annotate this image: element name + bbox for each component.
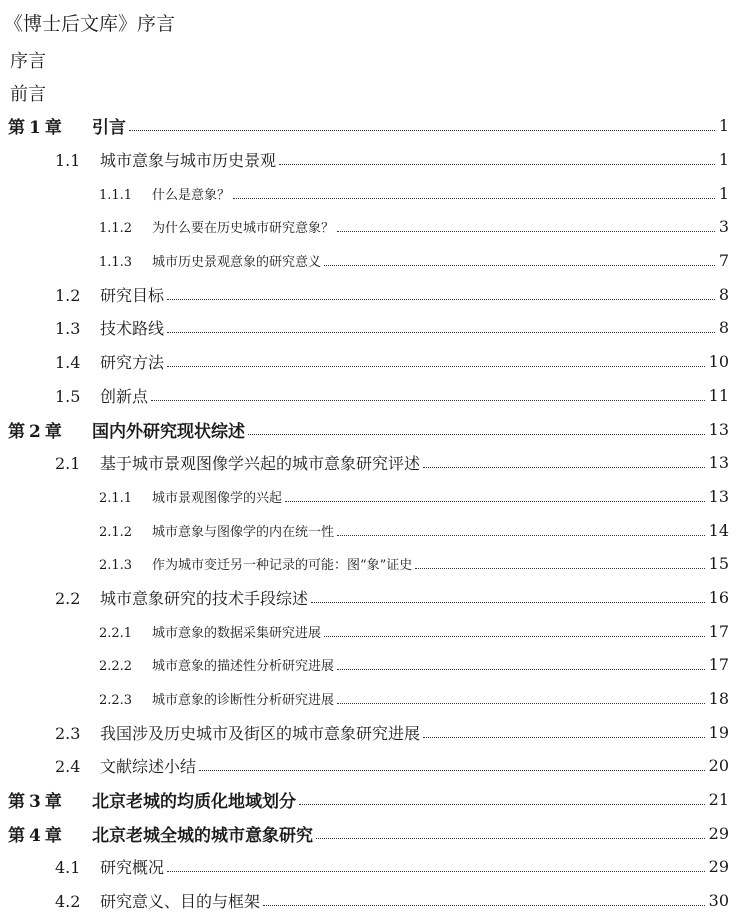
toc-entry-number: 1.3 (55, 319, 81, 339)
toc-entry-heading (99, 251, 321, 270)
toc-subsection-row[interactable] (0, 682, 742, 716)
dot-leader (167, 871, 705, 872)
chapter-prefix: 第 (8, 825, 25, 846)
dot-leader (233, 198, 715, 199)
chapter-suffix: 章 (44, 118, 62, 139)
chapter-number: 3 (29, 792, 41, 813)
toc-entry-title: 研究目标 (100, 285, 165, 305)
toc-chapter-row[interactable] (0, 412, 742, 446)
toc-section-row[interactable] (0, 277, 742, 311)
toc-entry-heading (55, 384, 148, 407)
toc-section-row[interactable] (0, 715, 742, 749)
toc-section-row[interactable] (0, 143, 742, 177)
toc-entry-heading (99, 521, 334, 540)
toc-entry-title: 技术路线 (100, 319, 165, 339)
toc-page-number: 14 (708, 520, 729, 540)
toc-entry-heading (99, 487, 282, 506)
toc-entry-number: 1.4 (55, 353, 81, 373)
preface-heading[interactable]: 序言 (10, 51, 46, 72)
toc-entry-title: 城市意象的描述性分析研究进展 (152, 659, 335, 675)
toc-entry-heading (55, 855, 164, 878)
chapter-prefix: 第 (8, 118, 25, 139)
toc-entry-number: 2.2.1 (99, 625, 133, 641)
chapter-suffix: 章 (44, 825, 62, 846)
toc-section-row[interactable] (0, 884, 742, 918)
table-of-contents (0, 109, 742, 918)
toc-entry-heading (55, 586, 308, 609)
toc-subsection-row[interactable] (0, 176, 742, 210)
toc-entry-title: 研究方法 (100, 353, 165, 373)
toc-entry-title: 国内外研究现状综述 (92, 421, 245, 442)
toc-entry-heading (55, 350, 164, 373)
toc-page-number: 1 (718, 150, 729, 170)
toc-entry-number: 1.5 (55, 386, 81, 406)
dot-leader (129, 130, 715, 131)
toc-page-number: 15 (708, 554, 729, 574)
toc-entry-number: 2.1.2 (99, 524, 133, 540)
dot-leader (199, 770, 705, 771)
toc-page-number: 21 (708, 790, 729, 810)
toc-section-row[interactable] (0, 345, 742, 379)
toc-entry-title: 为什么要在历史城市研究意象？ (152, 221, 335, 237)
toc-entry-heading (55, 316, 164, 339)
dot-leader (337, 669, 705, 670)
toc-entry-number: 1.1.1 (99, 187, 133, 203)
toc-section-row[interactable] (0, 850, 742, 884)
toc-entry-heading (55, 721, 420, 744)
toc-entry-heading (8, 113, 126, 138)
toc-subsection-row[interactable] (0, 480, 742, 514)
toc-subsection-row[interactable] (0, 547, 742, 581)
toc-entry-number (8, 821, 92, 846)
toc-entry-number: 1.1.2 (99, 221, 133, 237)
toc-section-row[interactable] (0, 446, 742, 480)
toc-entry-number: 1.1.3 (99, 255, 133, 271)
toc-entry-number: 2.2.2 (99, 659, 133, 675)
toc-subsection-row[interactable] (0, 614, 742, 648)
toc-page-number: 1 (718, 116, 729, 136)
toc-entry-heading (8, 787, 296, 812)
toc-entry-heading (55, 754, 196, 777)
toc-entry-heading (99, 554, 412, 573)
toc-entry-title: 基于城市景观图像学兴起的城市意象研究评述 (100, 454, 421, 474)
toc-entry-number: 2.1 (55, 454, 81, 474)
toc-page-number: 8 (718, 318, 729, 338)
dot-leader (167, 366, 705, 367)
dot-leader (316, 838, 705, 839)
toc-page-number: 20 (708, 756, 729, 776)
dot-leader (337, 703, 705, 704)
toc-entry-heading (99, 622, 321, 641)
toc-page-number: 11 (708, 385, 729, 405)
chapter-prefix: 第 (8, 792, 25, 813)
toc-entry-heading (99, 184, 230, 203)
toc-entry-heading (55, 148, 276, 171)
toc-page-number: 3 (718, 217, 729, 237)
toc-entry-title: 北京老城的均质化地域划分 (92, 792, 296, 813)
toc-section-row[interactable] (0, 581, 742, 615)
toc-entry-title: 我国涉及历史城市及街区的城市意象研究进展 (100, 723, 421, 743)
dot-leader (263, 905, 705, 906)
toc-entry-title: 城市意象与城市历史景观 (100, 151, 277, 171)
toc-entry-heading (99, 689, 334, 708)
toc-entry-number: 2.2 (55, 588, 81, 608)
toc-entry-title: 创新点 (100, 386, 149, 406)
dot-leader (423, 737, 705, 738)
toc-entry-title: 城市景观图像学的兴起 (152, 490, 283, 506)
toc-entry-number: 2.4 (55, 757, 81, 777)
toc-entry-number: 2.1.3 (99, 558, 133, 574)
toc-entry-title: 城市意象研究的技术手段综述 (100, 588, 309, 608)
dot-leader (167, 332, 715, 333)
toc-entry-number: 4.1 (55, 858, 81, 878)
toc-entry-title: 城市历史景观意象的研究意义 (152, 255, 322, 271)
toc-page-number: 13 (708, 453, 729, 473)
chapter-number: 4 (29, 825, 41, 846)
toc-page-number: 19 (708, 722, 729, 742)
toc-entry-title: 研究意义、目的与框架 (100, 892, 261, 912)
toc-entry-number (8, 417, 92, 442)
toc-entry-title: 研究概况 (100, 858, 165, 878)
toc-entry-number: 1.1 (55, 151, 81, 171)
toc-page-number: 13 (708, 486, 729, 506)
toc-entry-title: 文献综述小结 (100, 757, 197, 777)
toc-entry-number: 2.2.3 (99, 693, 133, 709)
chapter-suffix: 章 (44, 421, 62, 442)
toc-entry-title: 城市意象与图像学的内在统一性 (152, 524, 335, 540)
toc-chapter-row[interactable] (0, 783, 742, 817)
dot-leader (337, 535, 705, 536)
chapter-suffix: 章 (44, 792, 62, 813)
dot-leader (167, 299, 715, 300)
toc-subsection-row[interactable] (0, 648, 742, 682)
dot-leader (337, 231, 715, 232)
toc-entry-heading (55, 283, 164, 306)
toc-page-number: 18 (708, 689, 729, 709)
chapter-prefix: 第 (8, 421, 25, 442)
foreword-heading[interactable]: 前言 (10, 84, 46, 105)
toc-entry-number: 2.1.1 (99, 490, 133, 506)
toc-entry-number (8, 787, 92, 812)
toc-page-number: 17 (708, 655, 729, 675)
toc-entry-title: 城市意象的数据采集研究进展 (152, 625, 322, 641)
dot-leader (285, 501, 705, 502)
toc-entry-number: 1.2 (55, 285, 81, 305)
toc-entry-title: 北京老城全城的城市意象研究 (92, 825, 313, 846)
toc-page-number: 1 (718, 183, 729, 203)
dot-leader (324, 265, 715, 266)
toc-entry-heading (55, 889, 260, 912)
toc-entry-heading (8, 821, 313, 846)
toc-entry-title: 引言 (92, 118, 126, 139)
book-series-preface-heading[interactable]: 《博士后文库》序言 (4, 13, 176, 35)
dot-leader (248, 434, 705, 435)
toc-entry-number: 2.3 (55, 723, 81, 743)
dot-leader (415, 568, 704, 569)
toc-entry-heading (99, 655, 334, 674)
toc-chapter-row[interactable] (0, 109, 742, 143)
toc-page-number: 13 (708, 419, 729, 439)
toc-page-number: 10 (708, 352, 729, 372)
dot-leader (311, 602, 705, 603)
toc-entry-number: 4.2 (55, 892, 81, 912)
toc-page-number: 8 (718, 284, 729, 304)
dot-leader (299, 804, 705, 805)
chapter-number: 2 (29, 421, 41, 442)
dot-leader (279, 164, 715, 165)
toc-entry-title: 什么是意象？ (152, 187, 231, 203)
toc-page-number: 29 (708, 857, 729, 877)
chapter-number: 1 (29, 118, 41, 139)
dot-leader (151, 400, 705, 401)
toc-entry-number (8, 113, 92, 138)
toc-page-number: 7 (718, 251, 729, 271)
toc-entry-heading (8, 417, 245, 442)
toc-entry-heading (55, 451, 420, 474)
dot-leader (423, 467, 705, 468)
toc-subsection-row[interactable] (0, 244, 742, 278)
toc-page-number: 30 (708, 891, 729, 911)
toc-subsection-row[interactable] (0, 513, 742, 547)
toc-entry-title: 作为城市变迁另一种记录的可能：图“象”证史 (152, 558, 413, 574)
toc-page-number: 17 (708, 621, 729, 641)
toc-entry-title: 城市意象的诊断性分析研究进展 (152, 693, 335, 709)
toc-section-row[interactable] (0, 379, 742, 413)
toc-section-row[interactable] (0, 311, 742, 345)
toc-page-number: 29 (708, 823, 729, 843)
toc-section-row[interactable] (0, 749, 742, 783)
dot-leader (324, 636, 705, 637)
toc-entry-heading (99, 217, 334, 236)
toc-page-number: 16 (708, 587, 729, 607)
toc-subsection-row[interactable] (0, 210, 742, 244)
toc-chapter-row[interactable] (0, 816, 742, 850)
